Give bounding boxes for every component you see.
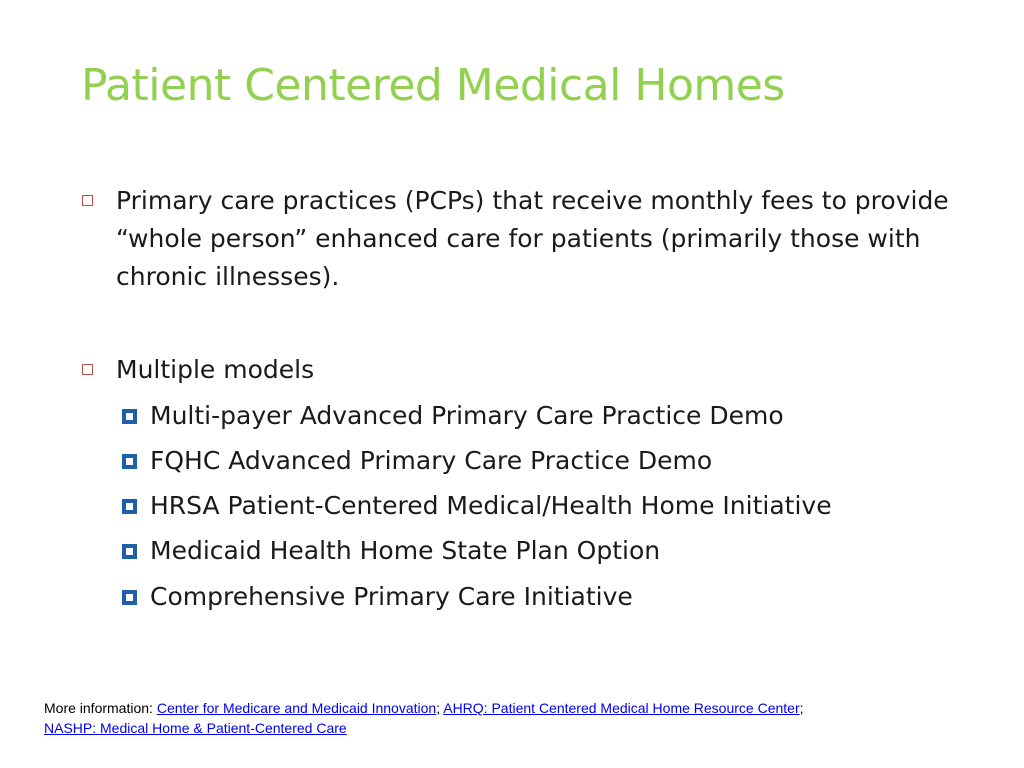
- filled-square-bullet-icon: [122, 590, 137, 605]
- filled-square-bullet-icon: [122, 454, 137, 469]
- slide-title: Patient Centered Medical Homes: [81, 60, 785, 111]
- footer-prefix: More information:: [44, 700, 157, 716]
- hollow-square-bullet-icon: [82, 364, 93, 375]
- link-cmmi[interactable]: Center for Medicare and Medicaid Innovation: [156, 700, 437, 716]
- link-ahrq-pcmh[interactable]: AHRQ: Patient Centered Medical Home Resource Center: [443, 700, 800, 716]
- filled-square-bullet-icon: [122, 409, 137, 424]
- link-nashp-medical-home[interactable]: NASHP: Medical Home & Patient-Centered Care: [44, 720, 347, 736]
- sub-bullet-text: FQHC Advanced Primary Care Practice Demo: [150, 446, 713, 475]
- sub-bullet-text: Medicaid Health Home State Plan Option: [150, 536, 661, 565]
- footer-more-information: [44, 698, 1004, 738]
- sub-bullet-text: Multi-payer Advanced Primary Care Practice Demo: [150, 401, 784, 430]
- bullet-item: [82, 351, 976, 389]
- sub-bullet-text: HRSA Patient-Centered Medical/Health Home Initiative: [150, 491, 832, 520]
- hollow-square-bullet-icon: [82, 195, 93, 206]
- bullet-text: Primary care practices (PCPs) that receive monthly fees to provide “whole person” enhanced care for patients (primarily those with chronic illnesses).: [116, 186, 949, 291]
- sub-bullet-item: [122, 487, 832, 525]
- sub-bullet-item: [122, 532, 660, 570]
- bullet-text: Multiple models: [116, 355, 315, 384]
- bullet-item: [82, 182, 976, 296]
- footer-separator: ;: [799, 700, 804, 716]
- footer-separator: ;: [436, 700, 441, 716]
- sub-bullet-text: Comprehensive Primary Care Initiative: [150, 582, 633, 611]
- sub-bullet-item: [122, 442, 712, 480]
- sub-bullet-item: [122, 397, 784, 435]
- sub-bullet-item: [122, 578, 633, 616]
- filled-square-bullet-icon: [122, 499, 137, 514]
- filled-square-bullet-icon: [122, 544, 137, 559]
